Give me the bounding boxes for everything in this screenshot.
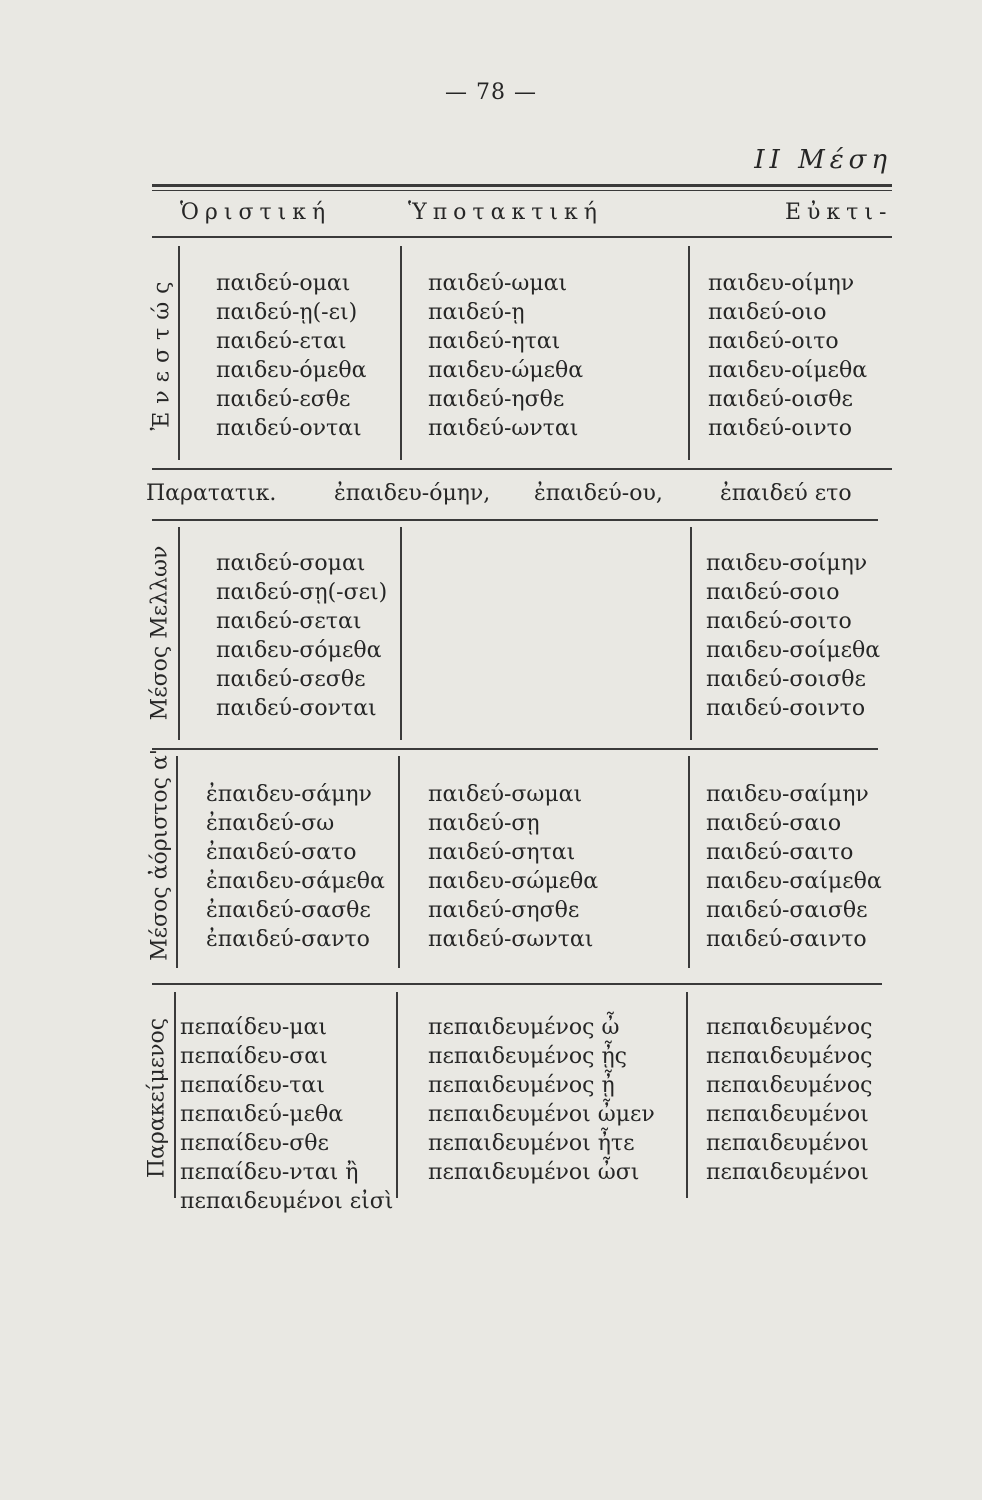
verb-form: πεπαίδευ-μαι: [180, 1015, 328, 1040]
verb-form: πεπαιδευμένοι: [706, 1131, 869, 1156]
verb-form: παιδεύ-σῃ(-σει): [216, 580, 388, 605]
verb-form: παιδεύ-σαισθε: [706, 898, 868, 923]
verb-form: παιδεύ-εσθε: [216, 387, 351, 412]
verb-form: πεπαιδεύ-μεθα: [180, 1102, 344, 1127]
section-label-future: Μέσος Μελλων: [147, 545, 173, 721]
verb-form: παιδεύ-σοιο: [706, 580, 840, 605]
verb-form: πεπαίδευ-νται ἢ: [180, 1160, 359, 1185]
verb-form: πεπαιδευμένος ᾖς: [428, 1044, 627, 1069]
verb-form: πεπαίδευ-σθε: [180, 1131, 329, 1156]
divider: [400, 246, 402, 460]
divider: [400, 527, 402, 740]
verb-form: παιδευ-σώμεθα: [428, 869, 599, 894]
top-rule-thin: [152, 190, 892, 191]
verb-form: παιδεύ-ηται: [428, 329, 561, 354]
verb-form: παιδεύ-σομαι: [216, 551, 366, 576]
verb-form: παιδεύ-σεται: [216, 609, 362, 634]
verb-form: παιδεύ-σαιτο: [706, 840, 854, 865]
present-optative-forms: [708, 269, 867, 443]
imperfect-label: Παρατατικ.: [146, 481, 277, 506]
verb-form: πεπαιδευμένοι ὦμεν: [428, 1102, 655, 1127]
column-header-optative: Εὐκτι-: [785, 200, 893, 225]
verb-form: παιδεύ-σονται: [216, 696, 377, 721]
verb-form: παιδεύ-σησθε: [428, 898, 580, 923]
verb-form: πεπαίδευ-ται: [180, 1073, 325, 1098]
section-rule: [152, 519, 878, 521]
verb-form: πεπαιδευμένοι: [706, 1102, 869, 1127]
verb-form: παιδεύ-σαιντο: [706, 927, 867, 952]
header-rule: [152, 236, 892, 238]
verb-form: παιδευ-ώμεθα: [428, 358, 584, 383]
perfect-subjunctive-forms: [428, 1013, 655, 1187]
verb-form: παιδευ-σαίμεθα: [706, 869, 882, 894]
future-optative-forms: [706, 549, 880, 723]
verb-form: παιδεύ-σοισθε: [706, 667, 866, 692]
divider: [174, 992, 176, 1198]
verb-form: πεπαιδευμένος: [706, 1044, 873, 1069]
verb-form: πεπαιδευμένοι ὦσι: [428, 1160, 640, 1185]
aorist-subjunctive-forms: [428, 780, 598, 954]
divider: [686, 992, 688, 1198]
divider: [688, 246, 690, 460]
divider: [396, 992, 398, 1198]
section-rule: [152, 983, 882, 985]
verb-form: παιδεύ-εται: [216, 329, 347, 354]
verb-form: παιδευ-οίμεθα: [708, 358, 868, 383]
divider: [688, 756, 690, 968]
verb-form: παιδεύ-σοιντο: [706, 696, 866, 721]
verb-form: παιδεύ-σοιτο: [706, 609, 852, 634]
column-header-subjunctive: Ὑποτακτική: [408, 200, 603, 225]
aorist-optative-forms: [706, 780, 882, 954]
verb-form: πεπαιδευμένος: [706, 1073, 873, 1098]
perfect-optative-forms: [706, 1013, 872, 1187]
verb-form: ἐπαιδεύ-σω: [206, 811, 335, 836]
imperfect-form-2: ἐπαιδεύ-ου,: [534, 481, 663, 506]
verb-form: παιδευ-σόμεθα: [216, 638, 382, 663]
imperfect-form-1: ἐπαιδευ-όμην,: [334, 481, 491, 506]
verb-form: παιδευ-σαίμην: [706, 782, 869, 807]
divider: [178, 527, 180, 740]
verb-form: παιδεύ-σωμαι: [428, 782, 583, 807]
divider: [690, 527, 692, 740]
verb-form: παιδεύ-οιντο: [708, 416, 853, 441]
voice-heading: ΙΙ Μέση: [754, 145, 892, 175]
verb-form: πεπαιδευμένος ᾖ: [428, 1073, 615, 1098]
verb-form: παιδεύ-οιο: [708, 300, 827, 325]
verb-form: παιδεύ-οιτο: [708, 329, 839, 354]
verb-form: παιδεύ-ωμαι: [428, 271, 568, 296]
verb-form: παιδευ-σοίμην: [706, 551, 868, 576]
verb-form: παιδεύ-σῃ: [428, 811, 540, 836]
verb-form: ἐπαιδευ-σάμεθα: [206, 869, 385, 894]
present-subjunctive-forms: [428, 269, 583, 443]
verb-form: ἐπαιδεύ-σατο: [206, 840, 357, 865]
aorist-indicative-forms: [206, 780, 385, 954]
section-label-perfect: Παρακείμενος: [144, 1017, 170, 1179]
top-rule: [152, 184, 892, 187]
imperfect-form-3: ἐπαιδεύ ετο: [720, 481, 852, 506]
verb-form: παιδεύ-οισθε: [708, 387, 853, 412]
present-indicative-forms: [216, 269, 366, 443]
section-label-present: Ἐνεστώς: [149, 273, 175, 431]
verb-form: παιδεύ-σωνται: [428, 927, 594, 952]
verb-form: παιδεύ-ῃ(-ει): [216, 300, 358, 325]
column-header-indicative: Ὁριστική: [180, 200, 332, 225]
verb-form: παιδευ-σοίμεθα: [706, 638, 881, 663]
verb-form: πεπαιδευμένος ὦ: [428, 1015, 620, 1040]
page-number: — 78 —: [445, 80, 537, 105]
verb-form: παιδευ-όμεθα: [216, 358, 367, 383]
verb-form: παιδεύ-σεσθε: [216, 667, 366, 692]
verb-form: παιδεύ-ονται: [216, 416, 362, 441]
verb-form: πεπαιδευμένοι ἦτε: [428, 1131, 635, 1156]
verb-form: πεπαιδευμένοι εἰσὶ: [180, 1189, 394, 1214]
verb-form: παιδεύ-ησθε: [428, 387, 565, 412]
verb-form: πεπαίδευ-σαι: [180, 1044, 328, 1069]
verb-form: παιδεύ-σαιο: [706, 811, 842, 836]
verb-form: παιδεύ-ῃ: [428, 300, 525, 325]
divider: [398, 756, 400, 968]
section-rule: [152, 748, 878, 750]
verb-form: ἐπαιδεύ-σαντο: [206, 927, 370, 952]
section-rule: [152, 468, 892, 470]
verb-form: ἐπαιδευ-σάμην: [206, 782, 372, 807]
verb-form: παιδευ-οίμην: [708, 271, 855, 296]
verb-form: παιδεύ-ωνται: [428, 416, 579, 441]
divider: [176, 756, 178, 968]
verb-form: παιδεύ-σηται: [428, 840, 576, 865]
divider: [178, 246, 180, 460]
verb-form: παιδεύ-ομαι: [216, 271, 351, 296]
verb-form: πεπαιδευμένοι: [706, 1160, 869, 1185]
future-indicative-forms: [216, 549, 387, 723]
perfect-indicative-forms: [180, 1013, 393, 1216]
verb-form: πεπαιδευμένος: [706, 1015, 873, 1040]
section-label-aorist: Μέσος ἀόριστος α': [147, 749, 173, 961]
verb-form: ἐπαιδεύ-σασθε: [206, 898, 371, 923]
